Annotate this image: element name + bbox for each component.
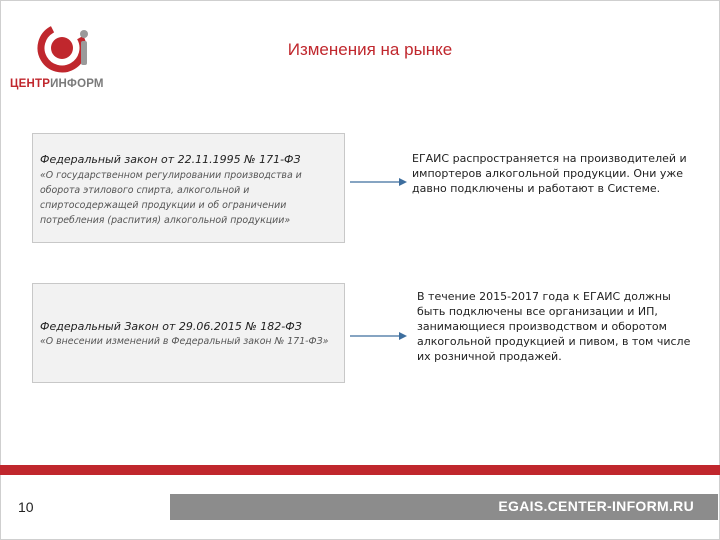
logo — [10, 20, 120, 100]
law-box-171fz — [32, 133, 345, 243]
arrow-right-icon — [350, 176, 408, 188]
law-box-182fz — [32, 283, 345, 383]
logo-text-gray: ИНФОРМ — [50, 78, 104, 90]
law-title: Федеральный закон от 22.11.1995 № 171-ФЗ — [40, 153, 301, 166]
law-title: Федеральный Закон от 29.06.2015 № 182-ФЗ — [40, 320, 302, 333]
law-subtitle: «О государственном регулировании производства и оборота этилового спирта, алкогольной и спиртосодержащей продукции и об ограничении потребления (распития) алкогольной продукции» — [40, 170, 302, 226]
arrow-right-icon — [350, 330, 408, 342]
logo-wordmark — [10, 78, 104, 90]
footer-red-bar — [0, 465, 720, 475]
law-subtitle: «О внесении изменений в Федеральный закон № 171-ФЗ» — [40, 336, 329, 347]
logo-text-red: ЦЕНТР — [10, 78, 51, 90]
page-title: Изменения на рынке — [287, 40, 453, 59]
page-number: 10 — [18, 499, 34, 515]
law-description: ЕГАИС распространяется на производителей и импортеров алкогольной продукции. Они уже давно подключены и работают в Системе. — [412, 152, 687, 195]
footer-url[interactable]: EGAIS.CENTER-INFORM.RU — [498, 498, 694, 514]
logo-mark-icon — [36, 20, 92, 76]
law-description: В течение 2015-2017 года к ЕГАИС должны быть подключены все организации и ИП, занимающиеся производством и оборотом алкогольной продукцией и пивом, в том числе их розничной продажей. — [417, 290, 691, 363]
